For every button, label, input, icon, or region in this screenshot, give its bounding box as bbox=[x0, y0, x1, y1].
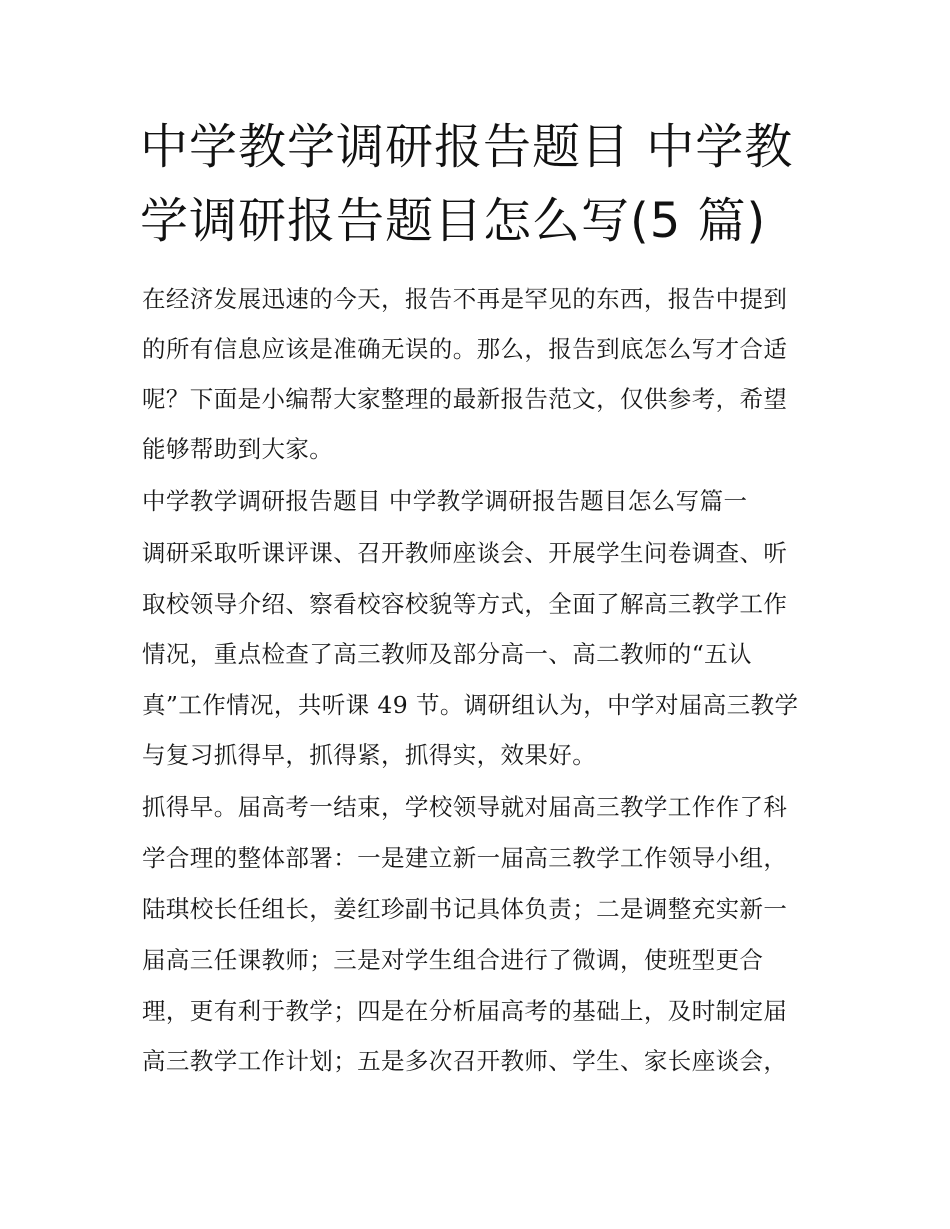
paragraph-2-line-1: 抓得早。届高考一结束，学校领导就对届高三教学工作作了科 bbox=[142, 793, 788, 821]
paragraph-2-line-4: 届高三任课教师；三是对学生组合进行了微调，使班型更合 bbox=[142, 946, 764, 974]
paragraph-1-line-1: 调研采取听课评课、召开教师座谈会、开展学生问卷调查、听 bbox=[142, 539, 788, 567]
paragraph-1-line-4: 真”工作情况，共听课 49 节。调研组认为，中学对届高三教学 bbox=[142, 691, 799, 719]
title-line-1: 中学教学调研报告题目 中学教 bbox=[140, 119, 794, 175]
paragraph-2-line-6: 高三教学工作计划；五是多次召开教师、学生、家长座谈会， bbox=[142, 1047, 788, 1075]
section-heading-1: 中学教学调研报告题目 中学教学调研报告题目怎么写篇一 bbox=[142, 487, 748, 515]
paragraph-2-line-2: 学合理的整体部署：一是建立新一届高三教学工作领导小组， bbox=[142, 844, 788, 872]
title-line-2: 学调研报告题目怎么写(5 篇) bbox=[140, 193, 767, 249]
intro-line-1: 在经济发展迅速的今天，报告不再是罕见的东西，报告中提到 bbox=[142, 285, 788, 313]
document-title bbox=[140, 110, 820, 258]
paragraph-1-line-2: 取校领导介绍、察看校容校貌等方式，全面了解高三教学工作 bbox=[142, 590, 788, 618]
intro-line-3: 呢？下面是小编帮大家整理的最新报告范文，仅供参考，希望 bbox=[142, 385, 788, 413]
paragraph-2-line-5: 理，更有利于教学；四是在分析届高考的基础上，及时制定届 bbox=[142, 997, 788, 1025]
paragraph-2-line-3: 陆琪校长任组长，姜红珍副书记具体负责；二是调整充实新一 bbox=[142, 895, 788, 923]
intro-line-4: 能够帮助到大家。 bbox=[142, 435, 334, 463]
paragraph-1-line-3: 情况，重点检查了高三教师及部分高一、高二教师的“五认 bbox=[142, 640, 752, 668]
paragraph-1-line-5: 与复习抓得早，抓得紧，抓得实，效果好。 bbox=[142, 741, 597, 769]
intro-line-2: 的所有信息应该是准确无误的。那么，报告到底怎么写才合适 bbox=[142, 335, 788, 363]
